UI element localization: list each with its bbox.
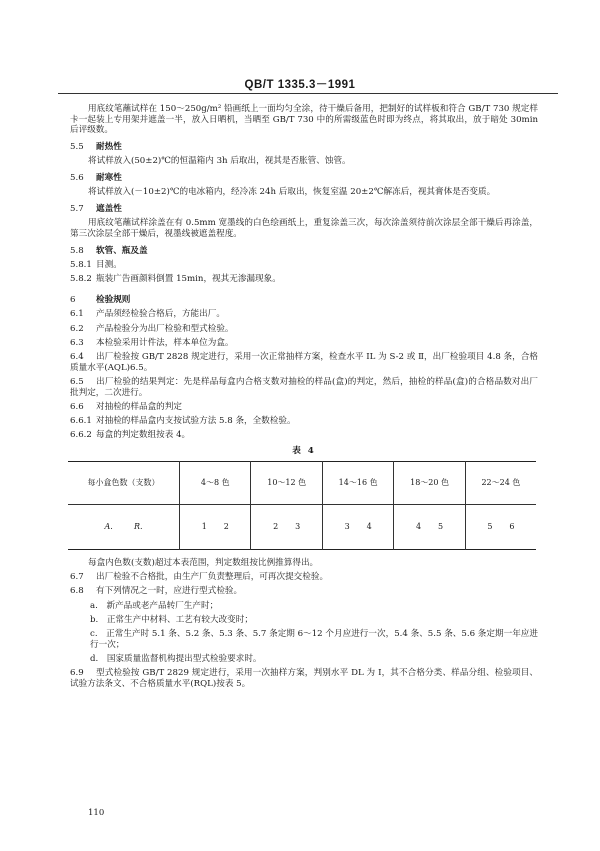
section-text: 目测。	[96, 260, 122, 271]
list-item: a. 新产品或老产品转厂生产时；	[90, 600, 219, 611]
section-5-8-heading	[70, 246, 538, 257]
table-cell: 18～20 色	[394, 461, 465, 504]
section-text: 对抽检的样品盒内支按试验方法 5.8 条，全数检验。	[96, 416, 296, 427]
section-text: 本检验采用计件法，样本单位为盒。	[96, 337, 234, 348]
section-number: 5.6	[70, 173, 84, 184]
section-number: 6.6.1	[70, 416, 92, 427]
section-6-6-2	[70, 430, 538, 441]
section-number: 6.6	[70, 401, 84, 412]
section-5-7-text: 用底纹笔蘸试样涂盖在有 0.5mm 宽墨线的白色绘画纸上，重复涂盖三次，每次涂盖须待前次涂层全部干燥后再涂盖，第三次涂层全部干燥后，视墨线被遮盖程度。	[70, 218, 538, 240]
table-cell: 22～24 色	[465, 461, 536, 504]
section-text: 瓶装广告画颜料倒置 15min，视其无渗漏现象。	[96, 274, 281, 285]
reject-value: 3	[295, 521, 301, 531]
accept-value: 5	[487, 521, 493, 531]
accept-value: 3	[344, 521, 350, 531]
accept-value: 2	[273, 521, 279, 531]
section-number: 6.6.2	[70, 430, 92, 441]
reject-value: 4	[366, 521, 372, 531]
section-5-5-heading	[70, 142, 538, 153]
section-title: 耐寒性	[96, 173, 122, 184]
section-6-1	[70, 309, 538, 320]
accept-label: A.	[104, 521, 113, 531]
list-item: c. 正常生产时 5.1 条、5.2 条、5.3 条、5.7 条定期 6～12 个月应进行一次，5.4 条、5.5 条、5.6 条定期一年应进行一次；	[90, 629, 538, 650]
table-cell	[180, 504, 251, 549]
section-5-8-2	[70, 274, 538, 285]
section-text: 出厂检验不合格批，由生产厂负责整理后，可再次提交检验。	[96, 572, 329, 583]
accept-value: 1	[201, 521, 207, 531]
section-text: 出厂检验的结果判定：先是样品每盒内合格支数对抽检的样品(盒)的判定，然后，抽检的样品(盒)的合格品数对出厂批判定，二次进行。	[70, 376, 538, 398]
header-rule	[58, 93, 558, 94]
section-number: 6.5	[70, 376, 84, 387]
section-text: 每盒的判定数组按表 4。	[96, 430, 191, 441]
section-title: 检验规则	[96, 295, 131, 306]
section-6-7	[70, 572, 538, 583]
section-number: 5.7	[70, 204, 84, 215]
table-caption: 表 4	[292, 446, 316, 457]
section-text: 型式检验按 GB/T 2829 规定进行，采用一次抽样方案，判别水平 DL 为 Ⅰ，其不合格分类、样品分组、检验项目、试验方法条文、不合格质量水平(RQL)按表 5。	[70, 668, 538, 689]
reject-value: 5	[438, 521, 444, 531]
section-number: 6.4	[70, 351, 84, 362]
reject-label: R.	[134, 521, 143, 531]
section-title: 软管、瓶及盖	[96, 245, 148, 256]
section-title: 遮盖性	[96, 204, 122, 215]
section-text: 产品须经检验合格后，方能出厂。	[96, 309, 225, 320]
section-text: 有下列情况之一时，应进行型式检验。	[96, 586, 243, 597]
page-number: 110	[88, 808, 105, 818]
table-row-header: 每小盒色数（支数）	[68, 461, 180, 504]
section-6-heading	[70, 295, 538, 306]
section-number: 5.8	[70, 245, 84, 256]
table-note: 每盒内色数(支数)超过本表范围，判定数组按比例推算得出。	[88, 557, 319, 568]
section-5-5-text: 将试样放入(50±2)℃的恒温箱内 3h 后取出，视其是否胀管、蚀管。	[88, 156, 351, 167]
table-cell	[251, 504, 322, 549]
section-5-6-heading	[70, 173, 538, 184]
section-text: 对抽检的样品盒的判定	[96, 401, 182, 412]
section-number: 6.7	[70, 572, 84, 583]
section-6-4	[70, 352, 538, 373]
section-number: 6.2	[70, 323, 84, 334]
section-number: 6.3	[70, 337, 84, 348]
list-item: d. 国家质量监督机构提出型式检验要求时。	[90, 654, 262, 664]
accept-value: 4	[416, 521, 422, 531]
section-6-8	[70, 586, 538, 597]
document-body	[70, 104, 538, 693]
section-6-3	[70, 338, 538, 349]
section-6-5	[70, 377, 538, 398]
section-5-6-text: 将试样放入(－10±2)℃的电冰箱内，经冷冻 24h 后取出，恢复室温 20±2℃解冻后，视其膏体是否变质。	[88, 187, 496, 198]
section-5-8-1	[70, 260, 538, 271]
table-cell	[394, 504, 465, 549]
table-row	[68, 461, 536, 504]
section-number: 6	[70, 295, 76, 306]
section-number: 6.8	[70, 586, 84, 597]
judgement-table	[68, 461, 536, 550]
list-item: b. 正常生产中材料、工艺有较大改变时；	[90, 614, 253, 625]
reject-value: 6	[509, 521, 515, 531]
page-header: QB/T 1335.3－1991	[244, 79, 356, 91]
reject-value: 2	[223, 521, 229, 531]
section-number: 5.8.2	[70, 274, 92, 285]
intro-paragraph: 用底纹笔蘸试样在 150～250g/m² 铅画纸上一面均匀全涂，待干燥后备用，把制好的试样板和符合 GB/T 730 规定样卡一起装上专用架并遮盖一半，放入日晒机，当晒至 GB/T 730 中的所需级蓝色时即为终点，将其取出，放于暗处 30min 后评级数。	[70, 104, 538, 136]
section-6-9	[70, 668, 538, 689]
section-6-6-1	[70, 416, 538, 427]
table-cell: 14～16 色	[322, 461, 393, 504]
section-number: 6.9	[70, 668, 84, 679]
section-title: 耐热性	[96, 142, 122, 153]
table-row	[68, 504, 536, 549]
section-number: 6.1	[70, 309, 84, 320]
table-cell: 4～8 色	[180, 461, 251, 504]
table-row-header	[68, 504, 180, 549]
section-6-2	[70, 324, 538, 335]
section-6-6	[70, 402, 538, 413]
section-text: 出厂检验按 GB/T 2828 规定进行，采用一次正常抽样方案，检查水平 IL 为 S-2 或 Ⅱ，出厂检验项目 4.8 条，合格质量水平(AQL)6.5。	[70, 351, 538, 373]
section-number: 5.5	[70, 142, 84, 153]
table-cell	[322, 504, 393, 549]
section-number: 5.8.1	[70, 260, 92, 271]
section-text: 产品检验分为出厂检验和型式检验。	[96, 323, 234, 334]
section-5-7-heading	[70, 204, 538, 215]
table-cell: 10～12 色	[251, 461, 322, 504]
table-cell	[465, 504, 536, 549]
